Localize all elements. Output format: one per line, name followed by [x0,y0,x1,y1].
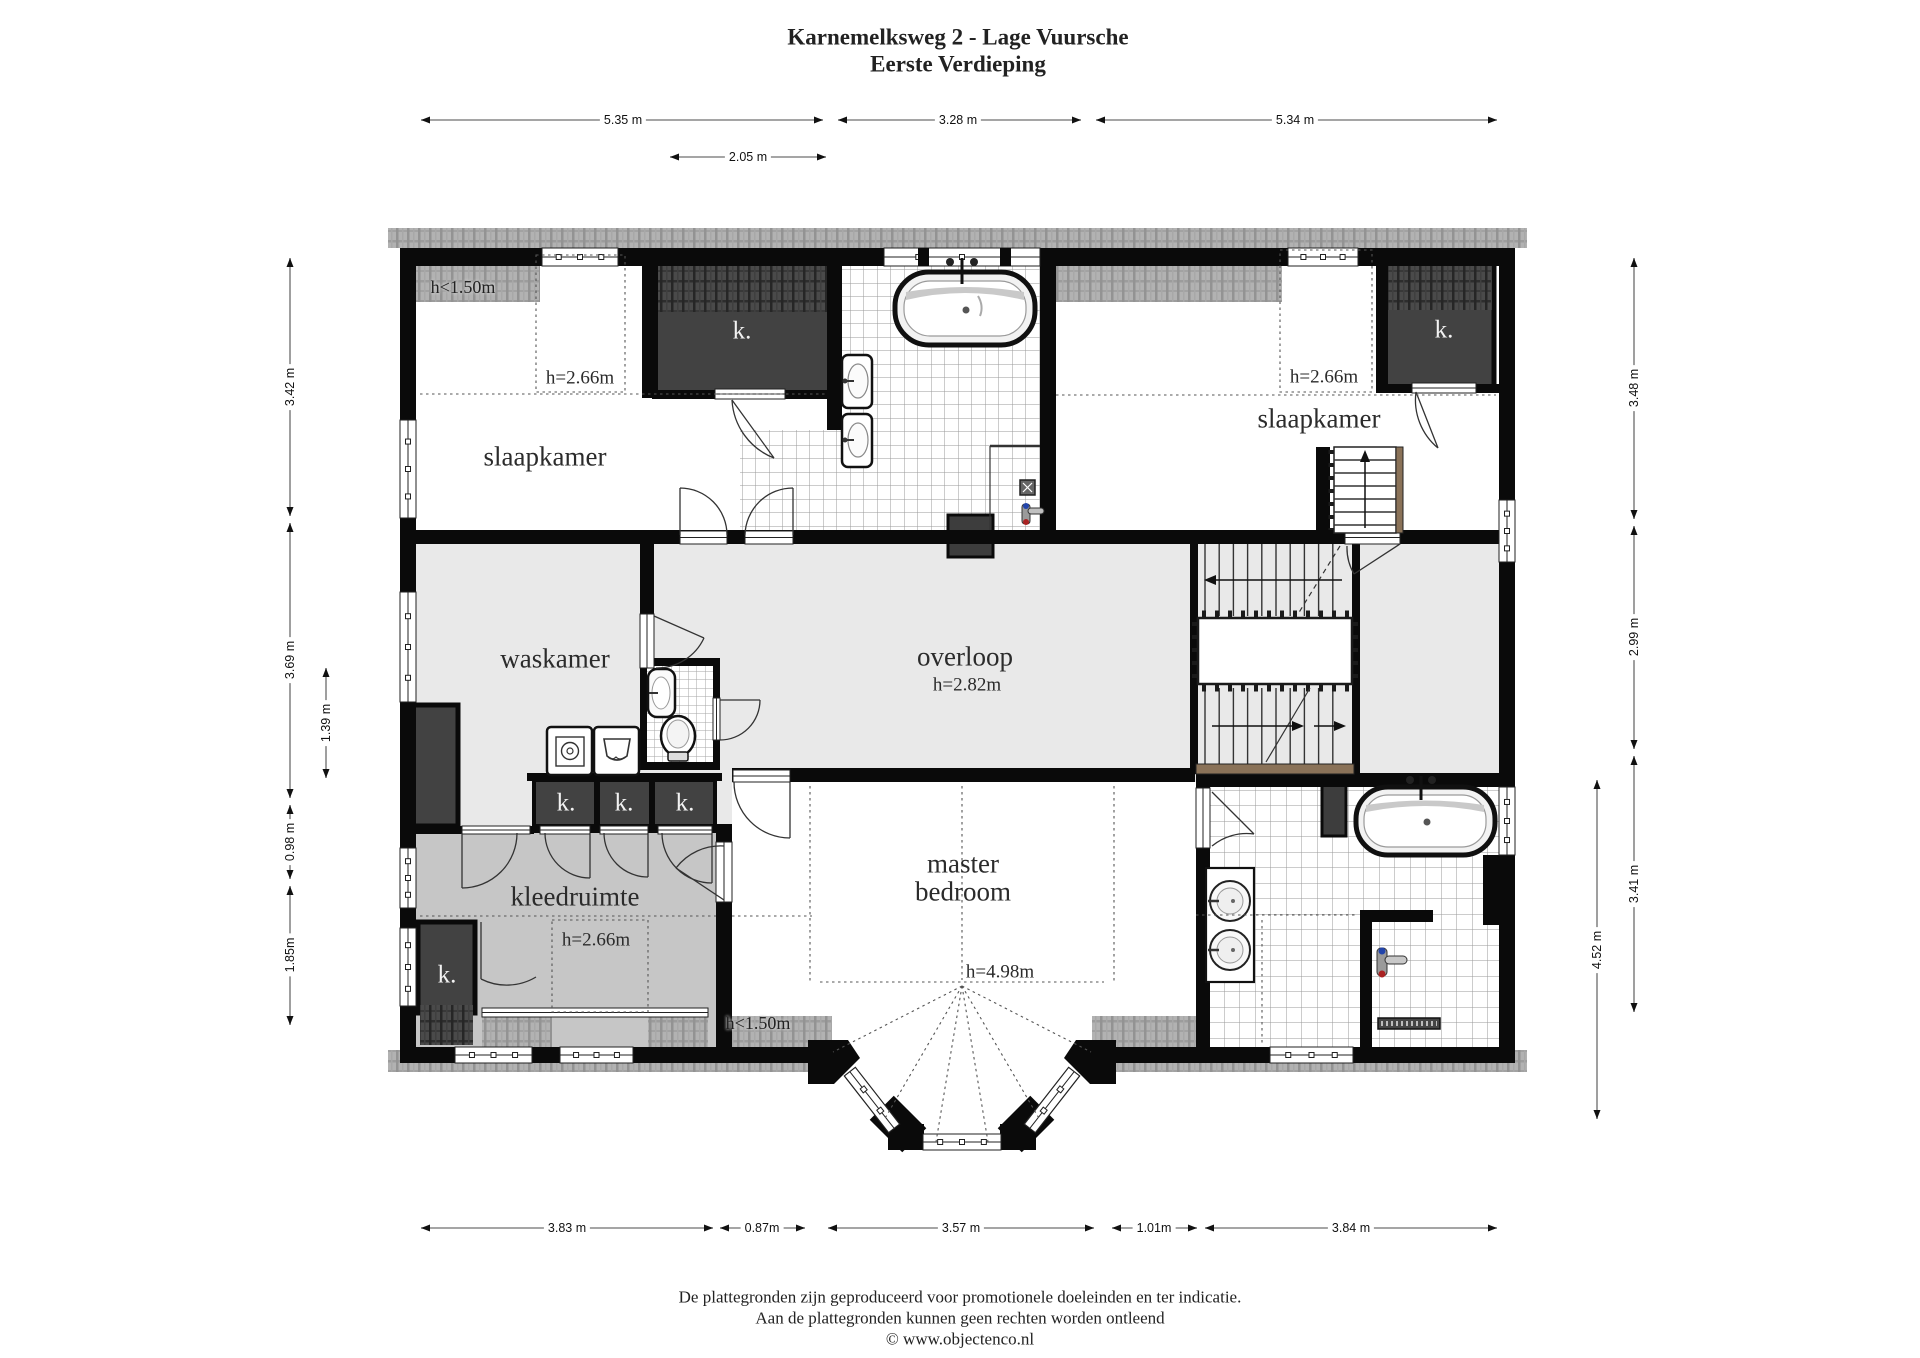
stairs-attic [1331,447,1403,533]
dim-left-1: 3.42 m [284,364,297,410]
dim-right-2: 2.99 m [1628,614,1641,660]
dim-left-inner: 1.39 m [320,700,333,746]
dim-top-1: 5.35 m [600,114,646,127]
low-roof-top-right [1056,266,1282,302]
closet-label-2: k. [1434,316,1454,344]
room-label-overloop: overloop [917,641,1013,672]
dim-left-4: 1.85m [284,934,297,977]
dim-bottom-1: 3.83 m [544,1222,590,1235]
dim-bottom-3: 3.57 m [938,1222,984,1235]
room-label-slaapkamer-left: slaapkamer [483,441,607,472]
dim-bottom-2: 0.87m [741,1222,784,1235]
height-label-master: h=4.98m [965,961,1035,983]
dim-right-outer: 4.52 m [1591,927,1604,973]
room-label-master-2: bedroom [915,876,1011,907]
stairwell-void [1198,618,1352,684]
height-label-slaapkamer-right: h=2.66m [1289,366,1359,388]
footer-disclaimer-line2: Aan de plattegronden kunnen geen rechten worden ontleend [755,1308,1165,1328]
room-label-kleedruimte: kleedruimte [510,881,640,912]
height-label-slaapkamer-left: h=2.66m [545,367,615,389]
dim-right-3: 3.41 m [1628,861,1641,907]
dim-left-3: 0.98 m [284,819,297,865]
room-label-slaapkamer-right: slaapkamer [1257,403,1381,434]
bathtub-master [1356,776,1495,855]
duct-block-bath [1322,780,1346,836]
room-label-waskamer: waskamer [500,643,610,674]
stair-landing-edge [1196,764,1354,774]
washer-dryer [547,727,639,775]
dim-top-2: 3.28 m [935,114,981,127]
dim-top-3: 5.34 m [1272,114,1318,127]
dim-top-inner: 2.05 m [725,151,771,164]
closet-label-4: k. [556,789,576,817]
plan-title-line1: Karnemelksweg 2 - Lage Vuursche [787,24,1129,50]
dim-bottom-4: 1.01m [1133,1222,1176,1235]
footer-copyright: © www.objectenco.nl [885,1329,1035,1349]
room-label-master-1: master [927,848,999,879]
height-label-overloop: h=2.82m [932,674,1002,696]
closet-label-6: k. [675,789,695,817]
dim-left-2: 3.69 m [284,637,297,683]
closet-label-1: k. [732,317,752,345]
plan-title-line2: Eerste Verdieping [870,51,1046,77]
dim-bottom-5: 3.84 m [1328,1222,1374,1235]
low-ceiling-label-top: h<1.50m [430,277,496,297]
height-label-kleedruimte: h=2.66m [561,929,631,951]
low-ceiling-label-bottom: h<1.50m [725,1013,791,1033]
closet-label-5: k. [614,789,634,817]
footer-disclaimer-line1: De plattegronden zijn geproduceerd voor promotionele doeleinden en ter indicatie. [678,1287,1242,1307]
dim-right-1: 3.48 m [1628,365,1641,411]
closet-label-3: k. [437,961,457,989]
